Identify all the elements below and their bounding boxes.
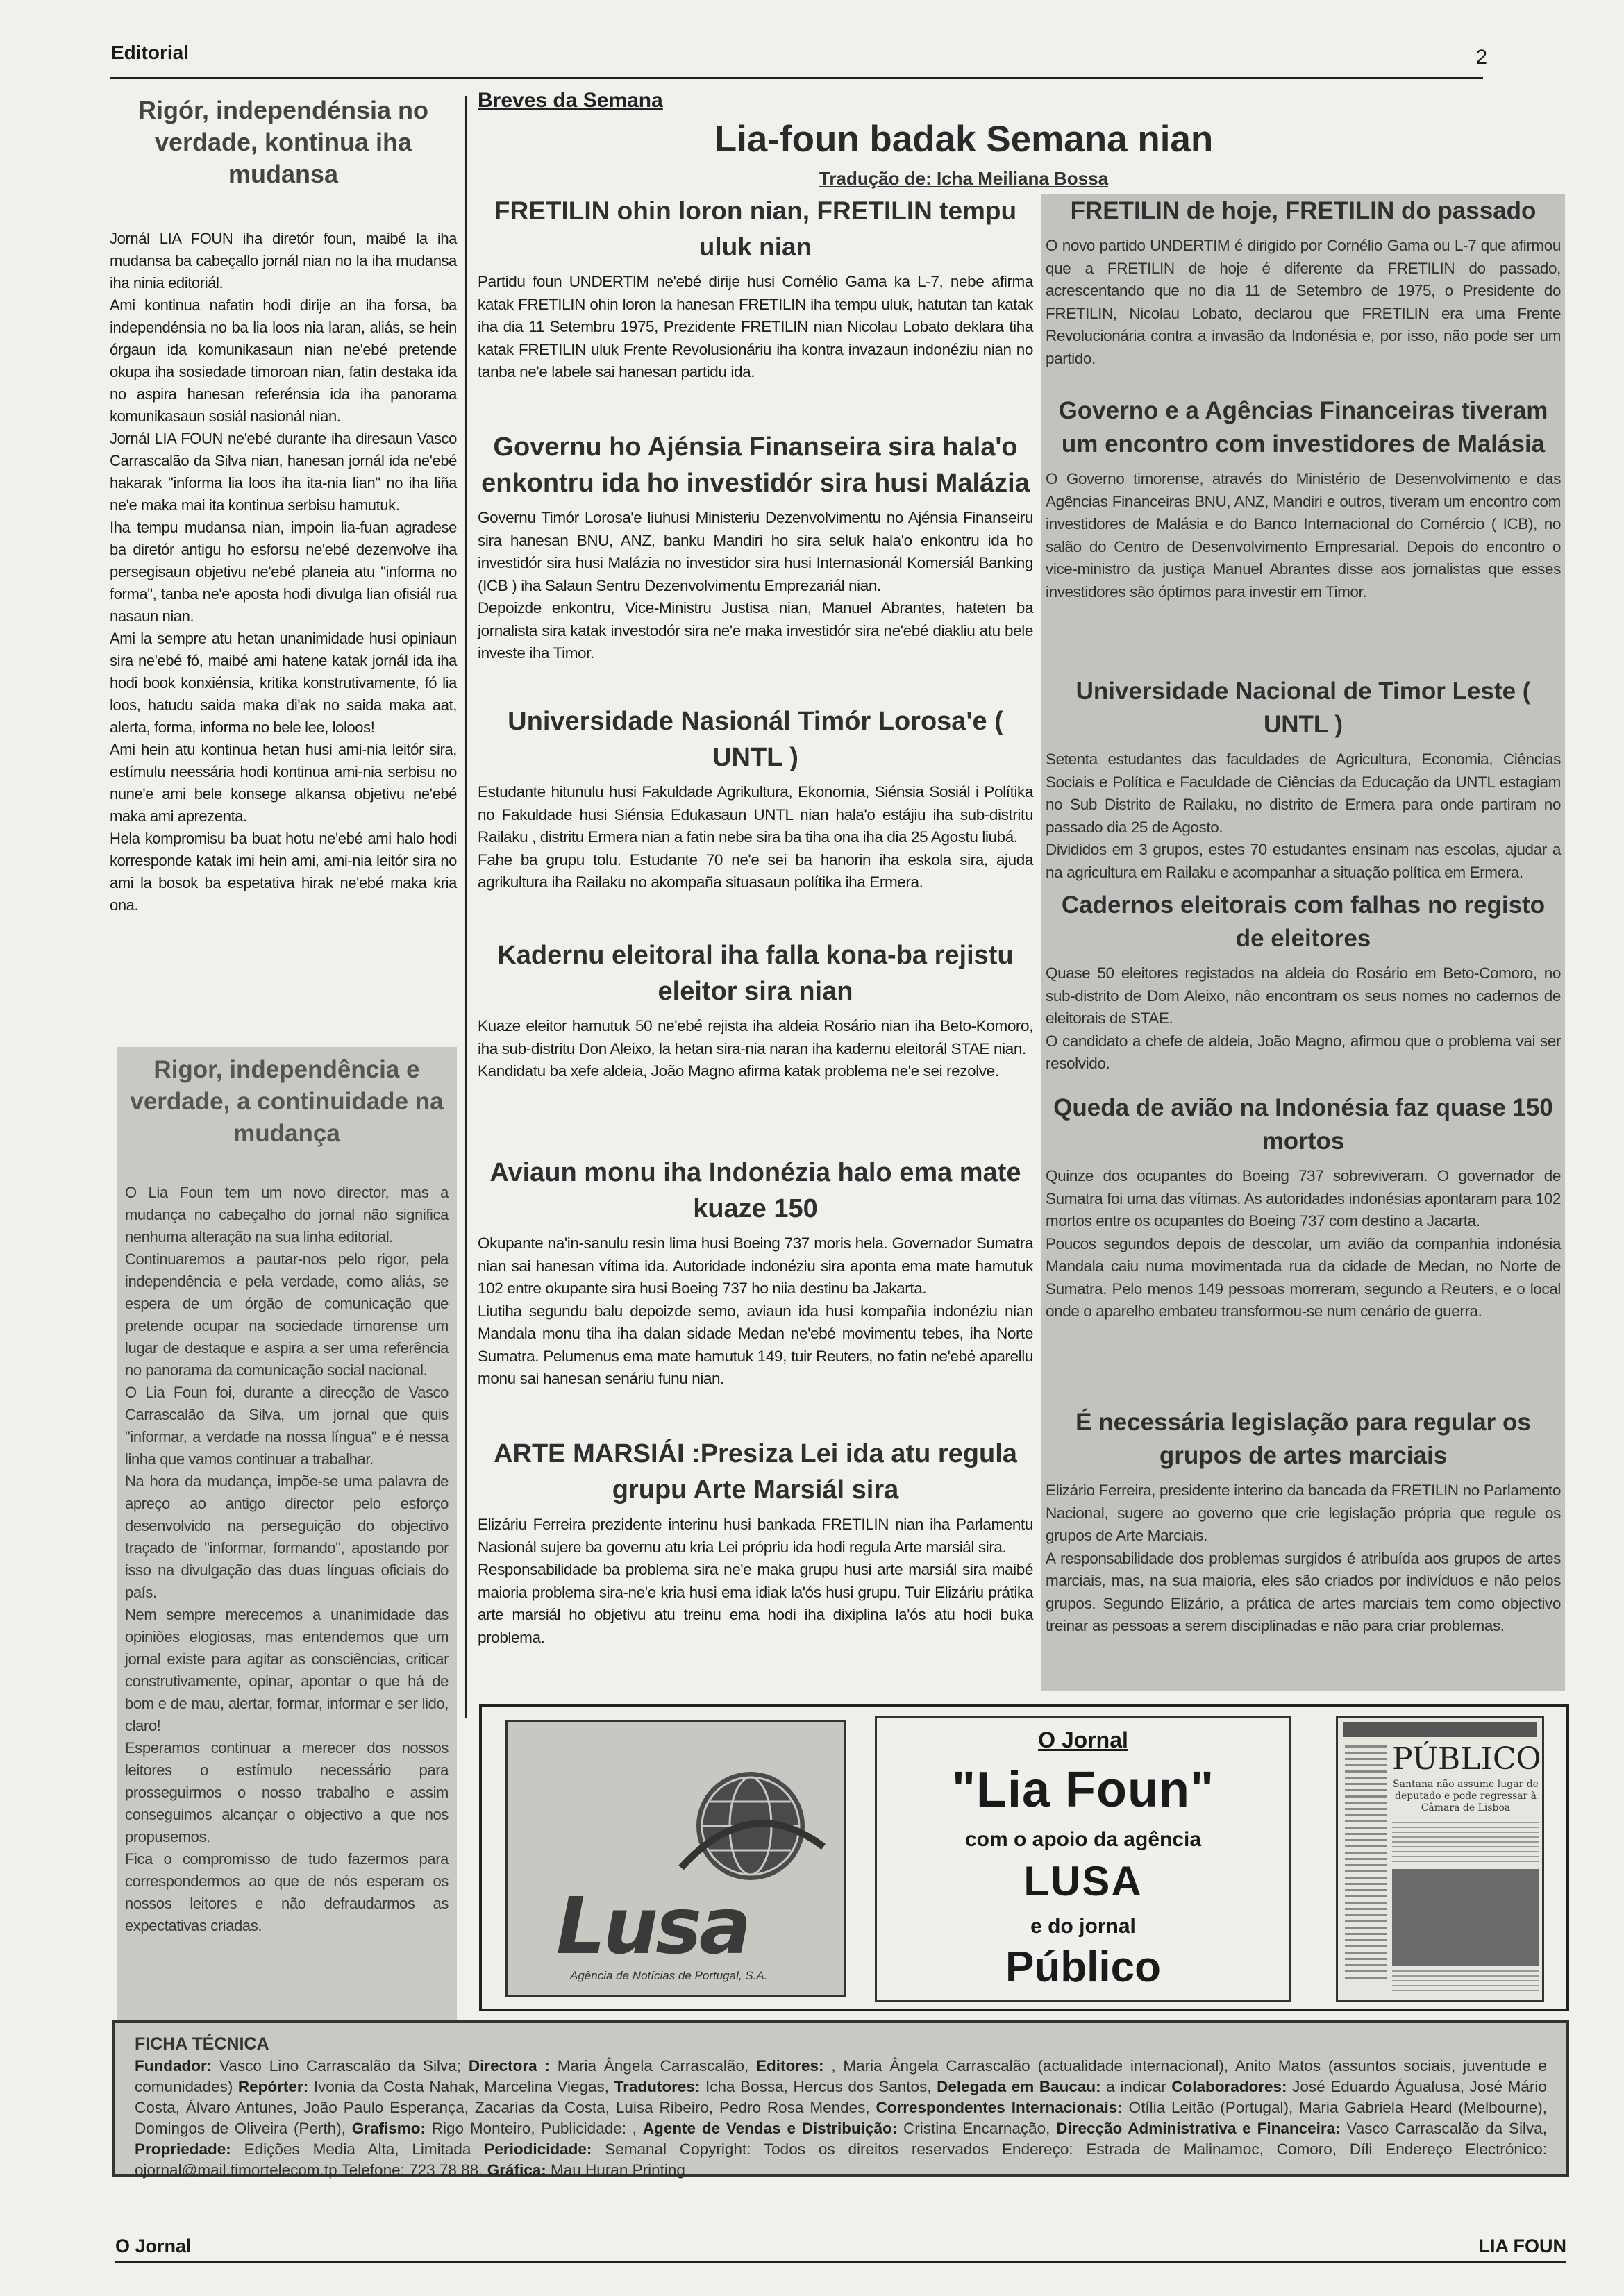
pt-brief-paragraph: O Governo timorense, através do Ministério de Desenvolvimento e das Agências Financeiras BNU, ANZ, Mandiri e outros, tiveram um encontro com investidores de Malásia e do Banco Internacional do Comércio ( ICB), no salão do Centro de Desenvolvimento Empresarial. Depois do encontro o vice-ministro da justiça Manuel Abrantes disse aos jornalistas que esses investidores são óptimos para investir em Timor.: [1046, 470, 1561, 601]
pt-brief-paragraph: Setenta estudantes das faculdades de Agricultura, Economia, Ciências Sociais e Política e Faculdade de Ciências da Educação da UNTL estagiam no Sub Distrito de Railaku, no distrito de Ermera para onde partiram no passado dia 25 de Agosto.: [1046, 751, 1561, 836]
pt-brief-article: [1041, 194, 1565, 370]
brief-article: [478, 429, 1033, 665]
ficha-value: a indicar: [1106, 2078, 1166, 2095]
ficha-label: Repórter:: [237, 2078, 309, 2095]
pt-brief-paragraph: Quase 50 eleitores registados na aldeia do Rosário em Beto-Comoro, no sub-distrito de Dom Aleixo, não encontram os seus nomes no cadernos de eleitorais de STAE.: [1046, 964, 1561, 1027]
pt-brief-article: [1041, 675, 1565, 884]
editorial-pt-paragraph: Nem sempre merecemos a unanimidade das opiniões elogiosas, mas entendemos que um jornal existe para agitar as consciências, criticar construtivamente, opinar, apontar o que há de bom e de mau, alertar, formar, informar e ser lido, claro!: [125, 1606, 449, 1734]
partnership-text: [875, 1716, 1291, 2002]
briefs-main-title: Lia-foun badak Semana nian: [714, 119, 1214, 160]
editorial-portuguese: [117, 1047, 457, 2027]
brief-title: Governu ho Ajénsia Finanseira sira hala'o enkontru ida ho investidór sira husi Malázia: [481, 433, 1030, 498]
ficha-label: Grafismo:: [351, 2120, 426, 2137]
ficha-label: Delegada em Baucau:: [937, 2078, 1101, 2095]
briefs-column: [478, 89, 1214, 1646]
pt-brief-paragraph: A responsabilidade dos problemas surgidos é atribuída aos grupos de artes marciais, mas, na sua maioria, eles são criados por indivíduos e não pelos grupos. Segundo Elizário, a prática de artes marciais tem como objectivo treinar as pessoas a serem disciplinadas e não para criar problemas.: [1046, 1549, 1561, 1634]
column-divider: [465, 96, 467, 1718]
brief-article: [478, 193, 1033, 384]
brief-paragraph: Kandidatu ba xefe aldeia, João Magno afirma katak problema ne'e sei rezolve.: [478, 1062, 999, 1080]
pt-brief-paragraph: Poucos segundos depois de descolar, um avião da companhia indonésia Mandala caiu numa movimentada rua da cidade de Medan, no Norte de Sumatra. Pelo menos 149 pessoas morreram, segundo a Reuters, e o local onde o aparelho embateu transformou-se num cenário de guerra.: [1046, 1234, 1561, 1320]
page-footer: [115, 2236, 1566, 2263]
lusa-logo-panel: [505, 1720, 846, 1997]
partnership-line: e do jornal: [1030, 1915, 1136, 1938]
brief-title: Universidade Nasionál Timór Lorosa'e ( UNTL ): [508, 707, 1003, 772]
publico-front-page: [1336, 1716, 1544, 2002]
ficha-value: Cristina Encarnação,: [903, 2120, 1050, 2137]
partnership-line: O Jornal: [1038, 1727, 1128, 1752]
editorial-paragraph: Iha tempu mudansa nian, impoin lia-fuan agradese ba diretór antigu ho esforsu ne'ebé dezenvolve iha persegisaun objetivu ne'ebé planeia atu "informa no forma", tanba ne'e aposta hodi divulga lian ofisiál rua nasaun nian.: [110, 519, 457, 625]
pt-brief-title: Cadernos eleitorais com falhas no registo de eleitores: [1061, 891, 1546, 952]
editorial-pt-title: Rigor, independência e verdade, a continuidade na mudança: [130, 1056, 444, 1147]
brief-paragraph: Responsabilidade ba problema sira ne'e maka grupu husi arte marsiál sira maibé maioria problema sira-ne'e kria husi ema idiak la'ós husi grupu. Tuir Elizáriu prátika arte marsiál ho objetivu atu treinu ema hodi iha dixiplina la'ós atu hodi buka problema.: [478, 1561, 1033, 1646]
footer-left: O Jornal: [115, 2236, 192, 2256]
ficha-value: Mau Huran Printing: [551, 2161, 685, 2179]
pt-brief-title: FRETILIN de hoje, FRETILIN do passado: [1070, 197, 1537, 224]
lusa-tagline: Agência de Notícias de Portugal, S.A.: [570, 1969, 768, 1982]
editorial-pt-paragraph: Na hora da mudança, impõe-se uma palavra de apreço ao antigo director pelo esforço desenvolvido na perseguição do objectivo traçado de "informar, formando", apostando por isso na divulgação das duas línguas oficiais do país.: [125, 1473, 449, 1601]
sponsor-box: [479, 1704, 1569, 2011]
ficha-label: Editores:: [756, 2057, 824, 2075]
section-title: Editorial: [111, 42, 190, 63]
editorial-pt-paragraph: Continuaremos a pautar-nos pelo rigor, pela independência e pela verdade, como aliás, se espera de um órgão de comunicação que pretende ocupar na sociedade timorense um lugar de destaque e aspira a ser uma referência no panorama da comunicação social nacional.: [125, 1250, 449, 1379]
ficha-label: Periodicidade:: [484, 2140, 592, 2158]
editorial-paragraph: Ami hein atu kontinua hetan husi ami-nia leitór sira, estímulu neessária hodi kontinua ami-nia serbisu no nune'e ami bele konsege alkansa objetivu ne'ebé maka ami aprezenta.: [110, 741, 457, 825]
ficha-credits: [135, 2056, 1547, 2181]
brief-title: Kadernu eleitoral iha falla kona-ba rejistu eleitor sira nian: [497, 941, 1014, 1006]
pt-brief-paragraph: O candidato a chefe de aldeia, João Magno, afirmou que o problema vai ser resolvido.: [1046, 1032, 1561, 1072]
pt-brief-paragraph: O novo partido UNDERTIM é dirigido por Cornélio Gama ou L-7 que afirmou que a FRETILIN de hoje é diferente da FRETILIN do passado, acrescentando que no dia 11 de Setembro de 1975, o Presidente do FRETILIN, Nicolau Lobato, declarou que FRETILIN era uma Frente Revolucionária contra a invasão da Indonésia e, por isso, não pode ser um partido.: [1046, 237, 1561, 367]
brief-paragraph: Okupante na'in-sanulu resin lima husi Boeing 737 moris hela. Governador Sumatra nian sai hanesan vítima ida. Autoridade indonéziu sira aponta ema mate hamutuk 102 entre okupante sira husi Boeing 737 ho niia destinu ba Jakarta.: [478, 1234, 1033, 1297]
ficha-tecnica: [112, 2020, 1569, 2177]
ficha-label: Gráfica:: [487, 2161, 546, 2179]
pt-brief-title: Queda de avião na Indonésia faz quase 150 mortos: [1053, 1094, 1553, 1155]
publico-top-banner: [1343, 1722, 1537, 1737]
translator-credit: Tradução de: Icha Meiliana Bossa: [819, 168, 1109, 189]
brief-article: [478, 1155, 1033, 1391]
pt-brief-title: Universidade Nacional de Timor Leste ( UNTL ): [1075, 678, 1531, 738]
editorial-paragraph: Hela kompromisu ba buat hotu ne'ebé ami halo hodi korresponde katak imi hein ami, ami-nia leitór sira no ami la bosok ba espetativa hirak ne'ebé maka kria ona.: [110, 830, 457, 914]
publico-sidebar: [1345, 1745, 1387, 1981]
pt-brief-paragraph: Elizário Ferreira, presidente interino da bancada da FRETILIN no Parlamento Nacional, sugere ao governo que crie legislação própria que regule os grupos de Arte Marciais.: [1046, 1482, 1561, 1544]
globe-icon: [674, 1763, 827, 1888]
ficha-value: , Maria Ângela Carrascalão (actualidade internacional), Anito Matos (assuntos sociais, juventude e comunidades): [135, 2057, 1547, 2095]
brief-paragraph: Elizáriu Ferreira prezidente interinu husi bankada FRETILIN nian iha Parlamentu Nasionál sujere ba governu atu kria Lei própriu ida hodi regula Arte marsiál sira.: [478, 1516, 1033, 1556]
pt-brief-article: [1041, 394, 1565, 603]
pt-brief-paragraph: Quinze dos ocupantes do Boeing 737 sobreviveram. O governador de Sumatra foi uma das vítimas. As autoridades indonésias apontaram para 102 mortos entre os ocupantes do Boeing 737 com destino a Jacarta.: [1046, 1167, 1561, 1230]
brief-article: [478, 1436, 1033, 1649]
editorial-paragraph: Jornál LIA FOUN ne'ebé durante iha diresaun Vasco Carrascalão da Silva nian, hanesan jornál ida ne'ebé hakarak "informa lia loos iha ita-nia lian" no iha liña ne'e maka mai ita kontinua serbisu hamutuk.: [110, 430, 457, 514]
ficha-value: Maria Ângela Carrascalão,: [557, 2057, 749, 2075]
page-number: 2: [1475, 46, 1487, 69]
ficha-value: José Eduardo Águalusa, José Mário Costa, Álvaro Antunes, João Paulo Esperança, Zacarias da Costa, Luisa Ribeiro, Pedro Rosa Mendes,: [135, 2078, 1547, 2116]
ficha-value: Rigo Monteiro, Publicidade: ,: [431, 2120, 637, 2137]
editorial-paragraph: Ami la sempre atu hetan unanimidade husi opiniaun sira ne'ebé fó, maibé ami hatene katak jornál ida iha hodi book konxiénsia, kritika konstrutivamente, fó lia loos, hatudu saida maka di'ak no saida maka aat, alerta, forma, informa no bele lee, loloos!: [110, 630, 457, 736]
ficha-label: Direcção Administrativa e Financeira:: [1056, 2120, 1341, 2137]
brief-paragraph: Governu Timór Lorosa'e liuhusi Ministeriu Dezenvolvimentu no Ajénsia Finanseiru sira hanesan BNU, ANZ, banku Mandiri ho sira seluk hala'o enkontru ida ho investidór sira husi Malázia no investidor sira husi Internasionál Komersiál Banking (ICB ) iha Salaun Sentru Dezenvolvimentu Emprezariál nian.: [478, 509, 1033, 594]
portuguese-briefs-column: [1041, 194, 1565, 1691]
brief-title: Aviaun monu iha Indonézia halo ema mate kuaze 150: [489, 1158, 1021, 1223]
brief-paragraph: Partidu foun UNDERTIM ne'ebé dirije husi Cornélio Gama ka L-7, nebe afirma katak FRETILIN ohin loron la hanesan FRETILIN iha tempu uluk, hatutan tan katak iha dia 11 Setembru 1975, Prezidente FRETILIN nian Nicolau Lobato deklara tiha katak FRETILIN uluk Frente Revolusionáriu iha kontra invazaun indonéziu nian no tanba ne'e labele sai hanesan partidu ida.: [478, 273, 1033, 380]
ficha-title: FICHA TÉCNICA: [135, 2034, 269, 2054]
ficha-value: Vasco Lino Carrascalão da Silva;: [219, 2057, 462, 2075]
partnership-line: LUSA: [1023, 1858, 1143, 1904]
brief-article: [478, 703, 1033, 894]
ficha-label: Agente de Vendas e Distribuição:: [642, 2120, 898, 2137]
brief-paragraph: Depoizde enkontru, Vice-Ministru Justisa nian, Manuel Abrantes, hateten ba jornalista sira katak investodór sira ne'e maka investidór sira ne'ebé diakliu atu bele investe iha Timor.: [478, 599, 1033, 662]
publico-masthead: PÚBLICO: [1392, 1741, 1541, 1777]
ficha-value: Ivonia da Costa Nahak, Marcelina Viegas,: [313, 2078, 610, 2095]
ficha-value: Icha Bossa, Hercus dos Santos,: [705, 2078, 932, 2095]
editorial-column: [110, 89, 457, 2027]
brief-title: ARTE MARSIÁI :Presiza Lei ida atu regula grupu Arte Marsiál sira: [494, 1439, 1017, 1505]
publico-headline: Santana não assume lugar de deputado e pode regressar à Câmara de Lisboa: [1393, 1779, 1539, 1813]
lusa-wordmark: Lusa: [556, 1882, 749, 1972]
editorial-paragraph: Jornál LIA FOUN iha diretór foun, maibé la iha mudansa ba cabeçallo jornál nian no la iha mudansa iha ninia editoriál.: [110, 230, 457, 292]
ficha-label: Directora :: [468, 2057, 550, 2075]
brief-title: FRETILIN ohin loron nian, FRETILIN tempu uluk nian: [494, 196, 1017, 261]
publico-text-block: [1392, 1822, 1539, 1863]
pt-brief-paragraph: Divididos em 3 grupos, estes 70 estudantes ensinam nas escolas, ajudar a na agricultura em Railaku e acompanhar a situação política em Ermera.: [1046, 841, 1561, 881]
editorial-title: Rigór, independénsia no verdade, kontinua iha mudansa: [137, 96, 429, 188]
brief-article: [478, 937, 1033, 1083]
editorial-tetum: [110, 89, 457, 916]
ficha-label: Propriedade:: [135, 2140, 231, 2158]
ficha-label: Correspondentes Internacionais:: [876, 2099, 1123, 2116]
editorial-pt-paragraph: O Lia Foun tem um novo director, mas a mudança no cabeçalho do jornal não significa nenhuma alteração na sua linha editorial.: [125, 1184, 449, 1246]
ficha-label: Tradutores:: [614, 2078, 701, 2095]
editorial-pt-paragraph: Esperamos continuar a merecer dos nossos leitores o estímulo necessário para prosseguirmos o nosso trabalho e assim conseguimos alcançar o objectivo a que nos propusemos.: [125, 1739, 449, 1845]
page-header: [110, 36, 1487, 79]
ficha-value: Semanal Copyright: Todos os direitos reservados Endereço: Estrada de Malinamoc, Comoro, Díli Endereço Electrónico: ojornal@mail.timortelecom.tp Telefone: 723 78 88,: [135, 2140, 1547, 2179]
pt-brief-article: [1041, 1091, 1565, 1323]
editorial-pt-paragraph: Fica o compromisso de tudo fazermos para correspondermos ao que de nós esperam os nossos leitores e não defraudarmos as expectativas criadas.: [125, 1850, 449, 1934]
ficha-value: Otília Leitão (Portugal), Maria Gabriela Heard (Melbourne), Domingos de Oliveira (Perth),: [135, 2099, 1547, 2137]
partnership-line: com o apoio da agência: [964, 1828, 1202, 1851]
brief-paragraph: Liutiha segundu balu depoizde semo, aviaun ida husi kompañia indonéziu nian Mandala monu tiha iha dalan sidade Medan ne'ebé movimentu tebes, iha Norte Sumatra. Pelumenus ema mate hamutuk 149, tuir Reuters, no fatin ne'ebé aparellu monu sai hanesan senáriu funu nian.: [478, 1302, 1033, 1387]
pt-brief-article: [1041, 1406, 1565, 1638]
section-kicker: Breves da Semana: [478, 89, 663, 112]
brief-paragraph: Fahe ba grupu tolu. Estudante 70 ne'e sei ba hanorin iha eskola sira, ajuda agrikultura iha Railaku no akompaña situasaun polítika iha Ermera.: [478, 850, 1033, 891]
brief-paragraph: Estudante hitunulu husi Fakuldade Agrikultura, Ekonomia, Siénsia Sosiál i Polítika no Fakuldade husi Siénsia Edukasaun UNTL nian hala'o estájiu iha sub-distritu Railaku , distritu Ermera nian a fatin nebe sira ba tiha ona iha dia 25 Agostu liubá.: [478, 783, 1033, 846]
footer-right: LIA FOUN: [1478, 2236, 1566, 2256]
ficha-label: Fundador:: [135, 2057, 212, 2075]
editorial-pt-paragraph: O Lia Foun foi, durante a direcção de Vasco Carrascalão da Silva, um jornal que quis "informar, a verdade na nossa língua" e é nessa linha que vamos continuar a trabalhar.: [125, 1384, 449, 1468]
ficha-label: Colaboradores:: [1171, 2078, 1287, 2095]
publico-caption: [1392, 1970, 1539, 1994]
partnership-line: "Lia Foun": [951, 1762, 1215, 1818]
ficha-value: Vasco Carrascalão da Silva,: [1346, 2120, 1547, 2137]
pt-brief-title: É necessária legislação para regular os grupos de artes marciais: [1075, 1409, 1531, 1469]
brief-paragraph: Kuaze eleitor hamutuk 50 ne'ebé rejista iha aldeia Rosário nian iha Beto-Komoro, iha sub-distritu Don Aleixo, la hetan sira-nia naran iha kadernu eleitorál STAE nian.: [478, 1017, 1033, 1057]
ficha-value: Edições Media Alta, Limitada: [244, 2140, 471, 2158]
partnership-line: Público: [1005, 1943, 1161, 1991]
editorial-paragraph: Ami kontinua nafatin hodi dirije an iha forsa, ba independénsia no ba lia loos nia laran, aliás, se hein órgaun ida komunikasaun nian ne'ebé pretende okupa iha sosiedade timoroan nian, fatin destaka ida no aspira hanesan referénsia ida iha panorama komunikasaun sosiál nasionál nian.: [110, 296, 457, 425]
pt-brief-title: Governo e a Agências Financeiras tiveram um encontro com investidores de Malásia: [1058, 397, 1548, 458]
publico-photo: [1392, 1869, 1539, 1966]
pt-brief-article: [1041, 889, 1565, 1075]
